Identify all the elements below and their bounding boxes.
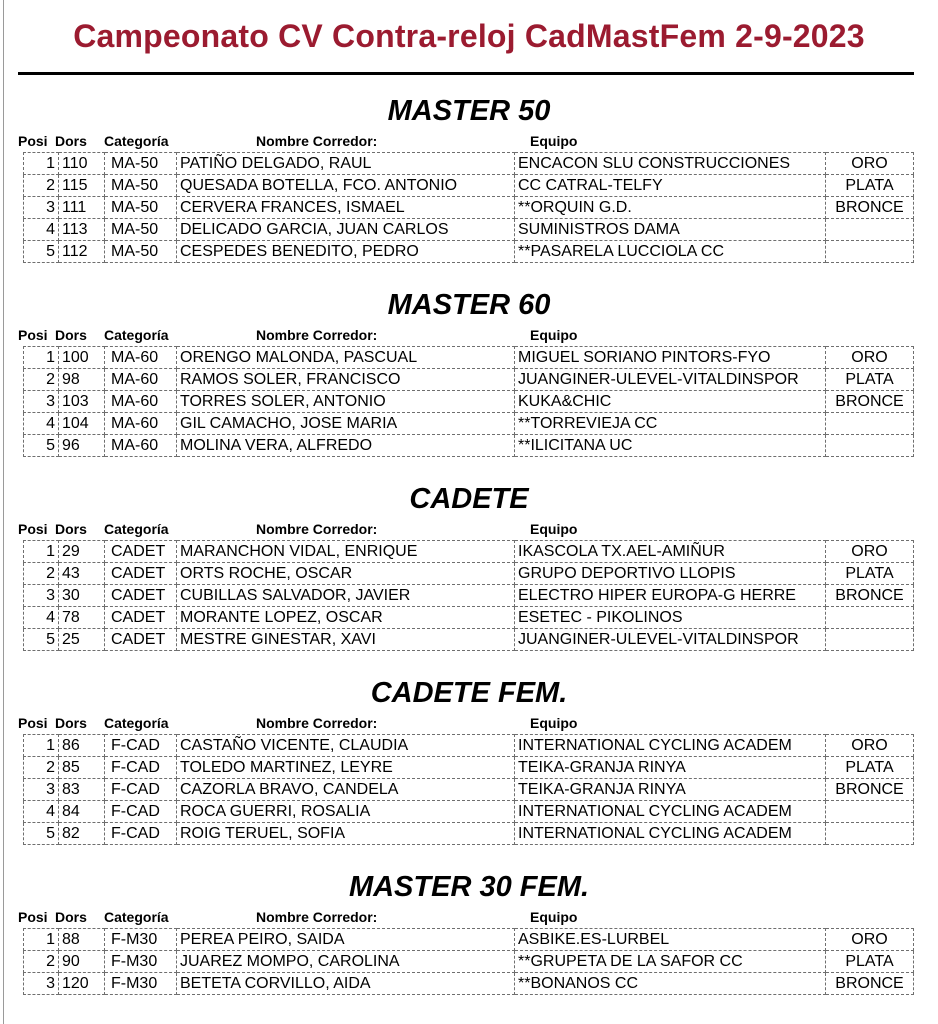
result-row bbox=[24, 973, 914, 995]
results-table bbox=[23, 346, 914, 457]
bib-number-cell: 100 bbox=[59, 347, 105, 369]
category-cell: CADET bbox=[105, 607, 177, 629]
rider-name-cell: PEREA PEIRO, SAIDA bbox=[177, 929, 515, 951]
team-cell: IKASCOLA TX.AEL-AMIÑUR bbox=[515, 541, 826, 563]
category-cell: F-CAD bbox=[105, 801, 177, 823]
bib-number-cell: 25 bbox=[59, 629, 105, 651]
column-header-dors: Dors bbox=[55, 521, 87, 537]
result-row bbox=[24, 823, 914, 845]
medal-cell: BRONCE bbox=[826, 779, 914, 801]
column-header-posi: Posi bbox=[18, 133, 48, 149]
bib-number-cell: 86 bbox=[59, 735, 105, 757]
medal-cell: PLATA bbox=[826, 757, 914, 779]
medal-cell: ORO bbox=[826, 347, 914, 369]
rider-name-cell: MESTRE GINESTAR, XAVI bbox=[177, 629, 515, 651]
position-cell: 1 bbox=[24, 735, 59, 757]
position-cell: 2 bbox=[24, 369, 59, 391]
column-header-nombre: Nombre Corredor: bbox=[256, 909, 378, 925]
medal-cell: ORO bbox=[826, 735, 914, 757]
team-cell: ESETEC - PIKOLINOS bbox=[515, 607, 826, 629]
team-cell: JUANGINER-ULEVEL-VITALDINSPOR bbox=[515, 369, 826, 391]
column-header-dors: Dors bbox=[55, 715, 87, 731]
position-cell: 4 bbox=[24, 219, 59, 241]
category-section bbox=[0, 480, 938, 651]
rider-name-cell: CESPEDES BENEDITO, PEDRO bbox=[177, 241, 515, 263]
result-row bbox=[24, 735, 914, 757]
bib-number-cell: 29 bbox=[59, 541, 105, 563]
results-table bbox=[23, 152, 914, 263]
rider-name-cell: MARANCHON VIDAL, ENRIQUE bbox=[177, 541, 515, 563]
bib-number-cell: 90 bbox=[59, 951, 105, 973]
team-cell: TEIKA-GRANJA RINYA bbox=[515, 779, 826, 801]
category-title: CADETE FEM. bbox=[370, 677, 568, 709]
category-cell: F-M30 bbox=[105, 973, 177, 995]
result-row bbox=[24, 219, 914, 241]
result-row bbox=[24, 929, 914, 951]
bib-number-cell: 112 bbox=[59, 241, 105, 263]
medal-cell bbox=[826, 607, 914, 629]
rider-name-cell: CUBILLAS SALVADOR, JAVIER bbox=[177, 585, 515, 607]
column-header-dors: Dors bbox=[55, 909, 87, 925]
bib-number-cell: 82 bbox=[59, 823, 105, 845]
medal-cell: BRONCE bbox=[826, 585, 914, 607]
medal-cell: BRONCE bbox=[826, 197, 914, 219]
results-table bbox=[23, 928, 914, 995]
column-headers bbox=[0, 130, 938, 150]
team-cell: **GRUPETA DE LA SAFOR CC bbox=[515, 951, 826, 973]
column-header-categoria: Categoría bbox=[104, 909, 169, 925]
team-cell: INTERNATIONAL CYCLING ACADEM bbox=[515, 823, 826, 845]
column-headers bbox=[0, 518, 938, 538]
team-cell: KUKA&CHIC bbox=[515, 391, 826, 413]
column-header-nombre: Nombre Corredor: bbox=[256, 521, 378, 537]
position-cell: 5 bbox=[24, 823, 59, 845]
position-cell: 3 bbox=[24, 585, 59, 607]
category-cell: F-M30 bbox=[105, 929, 177, 951]
category-cell: MA-50 bbox=[105, 219, 177, 241]
rider-name-cell: TORRES SOLER, ANTONIO bbox=[177, 391, 515, 413]
rider-name-cell: QUESADA BOTELLA, FCO. ANTONIO bbox=[177, 175, 515, 197]
bib-number-cell: 30 bbox=[59, 585, 105, 607]
category-cell: MA-60 bbox=[105, 391, 177, 413]
medal-cell: ORO bbox=[826, 153, 914, 175]
category-cell: MA-60 bbox=[105, 413, 177, 435]
bib-number-cell: 43 bbox=[59, 563, 105, 585]
position-cell: 4 bbox=[24, 413, 59, 435]
bib-number-cell: 83 bbox=[59, 779, 105, 801]
category-cell: F-CAD bbox=[105, 779, 177, 801]
position-cell: 3 bbox=[24, 391, 59, 413]
rider-name-cell: MORANTE LOPEZ, OSCAR bbox=[177, 607, 515, 629]
column-header-equipo: Equipo bbox=[530, 909, 578, 925]
category-title: MASTER 50 bbox=[387, 95, 551, 127]
results-table bbox=[23, 540, 914, 651]
result-row bbox=[24, 369, 914, 391]
position-cell: 1 bbox=[24, 929, 59, 951]
column-header-categoria: Categoría bbox=[104, 133, 169, 149]
page-title: Campeonato CV Contra-reloj CadMastFem 2-9-2023 bbox=[73, 18, 865, 54]
category-cell: MA-60 bbox=[105, 435, 177, 457]
position-cell: 2 bbox=[24, 175, 59, 197]
column-header-equipo: Equipo bbox=[530, 715, 578, 731]
team-cell: SUMINISTROS DAMA bbox=[515, 219, 826, 241]
position-cell: 1 bbox=[24, 153, 59, 175]
category-cell: MA-50 bbox=[105, 153, 177, 175]
medal-cell: BRONCE bbox=[826, 973, 914, 995]
result-row bbox=[24, 757, 914, 779]
rider-name-cell: CASTAÑO VICENTE, CLAUDIA bbox=[177, 735, 515, 757]
medal-cell bbox=[826, 241, 914, 263]
position-cell: 3 bbox=[24, 779, 59, 801]
result-row bbox=[24, 175, 914, 197]
rider-name-cell: ORENGO MALONDA, PASCUAL bbox=[177, 347, 515, 369]
result-row bbox=[24, 607, 914, 629]
result-row bbox=[24, 801, 914, 823]
position-cell: 5 bbox=[24, 629, 59, 651]
team-cell: **TORREVIEJA CC bbox=[515, 413, 826, 435]
team-cell: INTERNATIONAL CYCLING ACADEM bbox=[515, 735, 826, 757]
team-cell: TEIKA-GRANJA RINYA bbox=[515, 757, 826, 779]
team-cell: ENCACON SLU CONSTRUCCIONES bbox=[515, 153, 826, 175]
category-cell: MA-60 bbox=[105, 369, 177, 391]
rider-name-cell: ORTS ROCHE, OSCAR bbox=[177, 563, 515, 585]
category-cell: F-M30 bbox=[105, 951, 177, 973]
bib-number-cell: 120 bbox=[59, 973, 105, 995]
category-cell: F-CAD bbox=[105, 757, 177, 779]
rider-name-cell: GIL CAMACHO, JOSE MARIA bbox=[177, 413, 515, 435]
rider-name-cell: RAMOS SOLER, FRANCISCO bbox=[177, 369, 515, 391]
column-headers bbox=[0, 712, 938, 732]
medal-cell: ORO bbox=[826, 929, 914, 951]
bib-number-cell: 78 bbox=[59, 607, 105, 629]
category-cell: CADET bbox=[105, 585, 177, 607]
position-cell: 4 bbox=[24, 607, 59, 629]
result-row bbox=[24, 629, 914, 651]
rider-name-cell: JUAREZ MOMPO, CAROLINA bbox=[177, 951, 515, 973]
column-header-categoria: Categoría bbox=[104, 327, 169, 343]
position-cell: 5 bbox=[24, 241, 59, 263]
category-section bbox=[0, 286, 938, 457]
team-cell: INTERNATIONAL CYCLING ACADEM bbox=[515, 801, 826, 823]
medal-cell bbox=[826, 219, 914, 241]
result-row bbox=[24, 435, 914, 457]
bib-number-cell: 103 bbox=[59, 391, 105, 413]
medal-cell: ORO bbox=[826, 541, 914, 563]
column-header-dors: Dors bbox=[55, 133, 87, 149]
column-header-equipo: Equipo bbox=[530, 133, 578, 149]
column-header-posi: Posi bbox=[18, 521, 48, 537]
column-header-dors: Dors bbox=[55, 327, 87, 343]
team-cell: ELECTRO HIPER EUROPA-G HERRE bbox=[515, 585, 826, 607]
bib-number-cell: 85 bbox=[59, 757, 105, 779]
result-row bbox=[24, 153, 914, 175]
position-cell: 2 bbox=[24, 951, 59, 973]
rider-name-cell: PATIÑO DELGADO, RAUL bbox=[177, 153, 515, 175]
category-cell: CADET bbox=[105, 563, 177, 585]
position-cell: 1 bbox=[24, 541, 59, 563]
column-headers bbox=[0, 324, 938, 344]
category-section bbox=[0, 92, 938, 263]
team-cell: GRUPO DEPORTIVO LLOPIS bbox=[515, 563, 826, 585]
team-cell: CC CATRAL-TELFY bbox=[515, 175, 826, 197]
category-title: MASTER 60 bbox=[387, 289, 551, 321]
team-cell: ASBIKE.ES-LURBEL bbox=[515, 929, 826, 951]
category-cell: CADET bbox=[105, 541, 177, 563]
medal-cell: PLATA bbox=[826, 369, 914, 391]
column-headers bbox=[0, 906, 938, 926]
category-cell: F-CAD bbox=[105, 823, 177, 845]
bib-number-cell: 96 bbox=[59, 435, 105, 457]
team-cell: **PASARELA LUCCIOLA CC bbox=[515, 241, 826, 263]
rider-name-cell: TOLEDO MARTINEZ, LEYRE bbox=[177, 757, 515, 779]
column-header-equipo: Equipo bbox=[530, 521, 578, 537]
column-header-nombre: Nombre Corredor: bbox=[256, 715, 378, 731]
position-cell: 4 bbox=[24, 801, 59, 823]
bib-number-cell: 88 bbox=[59, 929, 105, 951]
category-section bbox=[0, 868, 938, 995]
rider-name-cell: CERVERA FRANCES, ISMAEL bbox=[177, 197, 515, 219]
category-title: MASTER 30 FEM. bbox=[348, 871, 590, 903]
medal-cell: PLATA bbox=[826, 175, 914, 197]
medal-cell bbox=[826, 435, 914, 457]
result-row bbox=[24, 951, 914, 973]
category-cell: MA-50 bbox=[105, 197, 177, 219]
column-header-equipo: Equipo bbox=[530, 327, 578, 343]
medal-cell: BRONCE bbox=[826, 391, 914, 413]
position-cell: 5 bbox=[24, 435, 59, 457]
team-cell: **ORQUIN G.D. bbox=[515, 197, 826, 219]
category-cell: MA-50 bbox=[105, 175, 177, 197]
bib-number-cell: 111 bbox=[59, 197, 105, 219]
column-header-categoria: Categoría bbox=[104, 521, 169, 537]
bib-number-cell: 84 bbox=[59, 801, 105, 823]
column-header-posi: Posi bbox=[18, 715, 48, 731]
result-row bbox=[24, 413, 914, 435]
column-header-nombre: Nombre Corredor: bbox=[256, 133, 378, 149]
result-row bbox=[24, 541, 914, 563]
column-header-categoria: Categoría bbox=[104, 715, 169, 731]
category-section bbox=[0, 674, 938, 845]
medal-cell bbox=[826, 823, 914, 845]
result-row bbox=[24, 347, 914, 369]
position-cell: 2 bbox=[24, 757, 59, 779]
result-row bbox=[24, 563, 914, 585]
results-table bbox=[23, 734, 914, 845]
result-row bbox=[24, 391, 914, 413]
position-cell: 2 bbox=[24, 563, 59, 585]
bib-number-cell: 115 bbox=[59, 175, 105, 197]
rider-name-cell: ROIG TERUEL, SOFIA bbox=[177, 823, 515, 845]
medal-cell bbox=[826, 801, 914, 823]
category-title: CADETE bbox=[409, 483, 529, 515]
category-cell: CADET bbox=[105, 629, 177, 651]
title-divider bbox=[18, 72, 914, 75]
bib-number-cell: 104 bbox=[59, 413, 105, 435]
bib-number-cell: 110 bbox=[59, 153, 105, 175]
result-row bbox=[24, 779, 914, 801]
result-row bbox=[24, 585, 914, 607]
column-header-posi: Posi bbox=[18, 909, 48, 925]
column-header-nombre: Nombre Corredor: bbox=[256, 327, 378, 343]
position-cell: 3 bbox=[24, 973, 59, 995]
result-row bbox=[24, 241, 914, 263]
result-row bbox=[24, 197, 914, 219]
bib-number-cell: 98 bbox=[59, 369, 105, 391]
team-cell: **BONANOS CC bbox=[515, 973, 826, 995]
team-cell: MIGUEL SORIANO PINTORS-FYO bbox=[515, 347, 826, 369]
medal-cell bbox=[826, 629, 914, 651]
bib-number-cell: 113 bbox=[59, 219, 105, 241]
team-cell: **ILICITANA UC bbox=[515, 435, 826, 457]
position-cell: 3 bbox=[24, 197, 59, 219]
rider-name-cell: ROCA GUERRI, ROSALIA bbox=[177, 801, 515, 823]
category-cell: MA-60 bbox=[105, 347, 177, 369]
medal-cell: PLATA bbox=[826, 951, 914, 973]
rider-name-cell: BETETA CORVILLO, AIDA bbox=[177, 973, 515, 995]
team-cell: JUANGINER-ULEVEL-VITALDINSPOR bbox=[515, 629, 826, 651]
position-cell: 1 bbox=[24, 347, 59, 369]
rider-name-cell: CAZORLA BRAVO, CANDELA bbox=[177, 779, 515, 801]
medal-cell bbox=[826, 413, 914, 435]
category-cell: F-CAD bbox=[105, 735, 177, 757]
rider-name-cell: MOLINA VERA, ALFREDO bbox=[177, 435, 515, 457]
category-cell: MA-50 bbox=[105, 241, 177, 263]
rider-name-cell: DELICADO GARCIA, JUAN CARLOS bbox=[177, 219, 515, 241]
medal-cell: PLATA bbox=[826, 563, 914, 585]
column-header-posi: Posi bbox=[18, 327, 48, 343]
